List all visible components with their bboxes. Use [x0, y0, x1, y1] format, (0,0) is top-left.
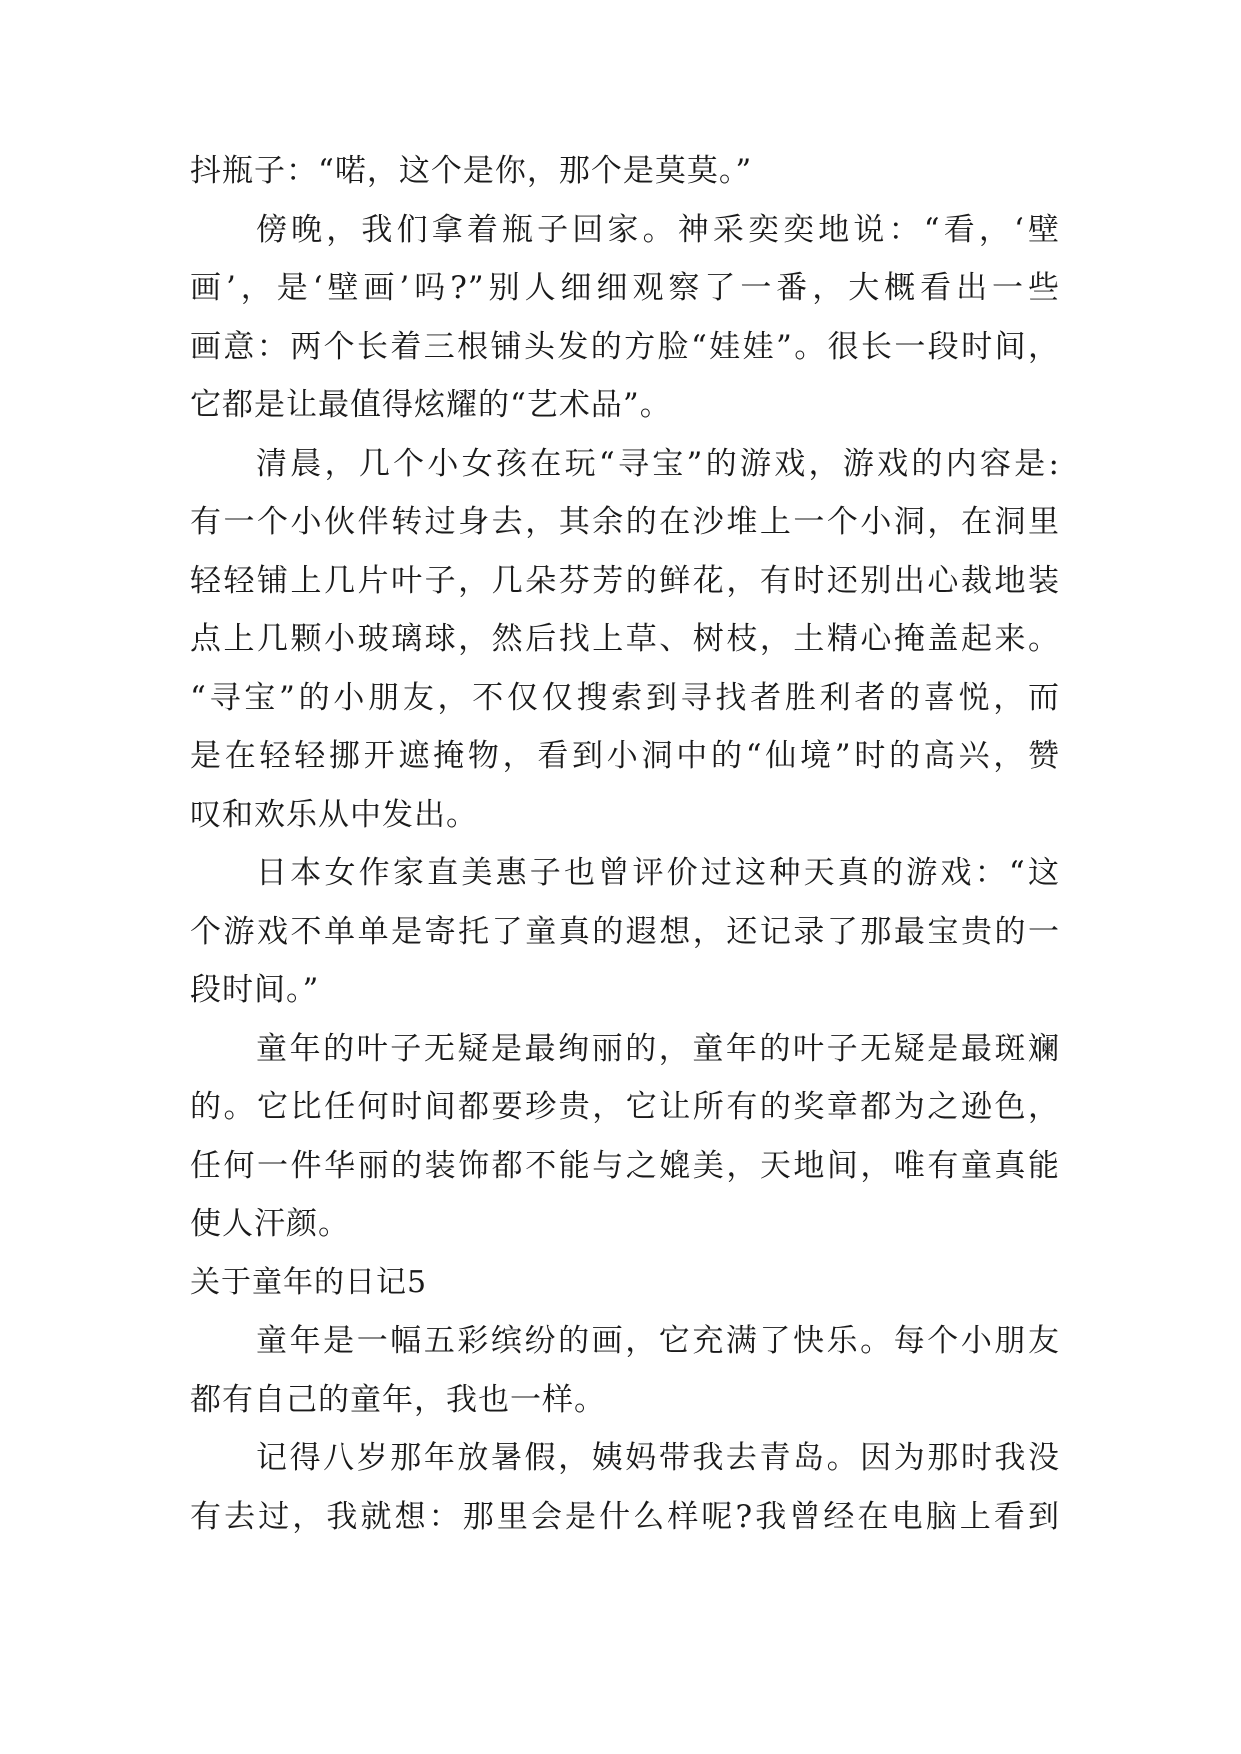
text-line: 记得八岁那年放暑假，姨妈带我去青岛。因为那时我没 [256, 1440, 1060, 1476]
text-line: 都有自己的童年，我也一样。 [190, 1381, 606, 1418]
text-line: 叹和欢乐从中发出。 [190, 796, 478, 833]
text-line: 画’，是‘壁画’吗?”别人细细观察了一番，大概看出一些 [190, 270, 1060, 306]
text-line: 有去过，我就想：那里会是什么样呢?我曾经在电脑上看到 [190, 1498, 1060, 1535]
text-line: 段时间。” [190, 972, 320, 1008]
text-line: “寻宝”的小朋友，不仅仅搜索到寻找者胜利者的喜悦，而 [190, 679, 1060, 716]
text-line: 有一个小伙伴转过身去，其余的在沙堆上一个小洞，在洞里 [190, 504, 1060, 540]
text-line: 的。它比任何时间都要珍贵，它让所有的奖章都为之逊色， [190, 1089, 1060, 1125]
text-line: 轻轻铺上几片叶子，几朵芬芳的鲜花，有时还别出心裁地装 [190, 562, 1060, 599]
text-line: 童年的叶子无疑是最绚丽的，童年的叶子无疑是最斑斓 [256, 1030, 1060, 1067]
text-line: 使人汗颜。 [190, 1206, 350, 1242]
text-line: 点上几颗小玻璃球，然后找上草、树枝，土精心掩盖起来。 [190, 621, 1060, 657]
text-line: 日本女作家直美惠子也曾评价过这种天真的游戏：“这 [256, 855, 1060, 891]
text-line: 童年是一幅五彩缤纷的画，它充满了快乐。每个小朋友 [256, 1323, 1060, 1359]
text-line: 清晨，几个小女孩在玩“寻宝”的游戏，游戏的内容是: [256, 445, 1060, 482]
text-line: 它都是让最值得炫耀的“艺术品”。 [190, 387, 672, 423]
text-line: 个游戏不单单是寄托了童真的遐想，还记录了那最宝贵的一 [190, 913, 1060, 950]
text-line: 画意：两个长着三根铺头发的方脸“娃娃”。很长一段时间， [190, 328, 1060, 365]
text-line: 傍晚，我们拿着瓶子回家。神采奕奕地说：“看，‘壁 [256, 211, 1060, 248]
text-line: 任何一件华丽的装饰都不能与之媲美，天地间，唯有童真能 [190, 1147, 1060, 1184]
section-heading: 关于童年的日记5 [190, 1264, 428, 1300]
text-line: 是在轻轻挪开遮掩物，看到小洞中的“仙境”时的高兴，赞 [190, 738, 1060, 774]
document-body [190, 142, 1060, 1546]
text-line: 抖瓶子：“喏，这个是你，那个是莫莫。” [190, 153, 753, 189]
